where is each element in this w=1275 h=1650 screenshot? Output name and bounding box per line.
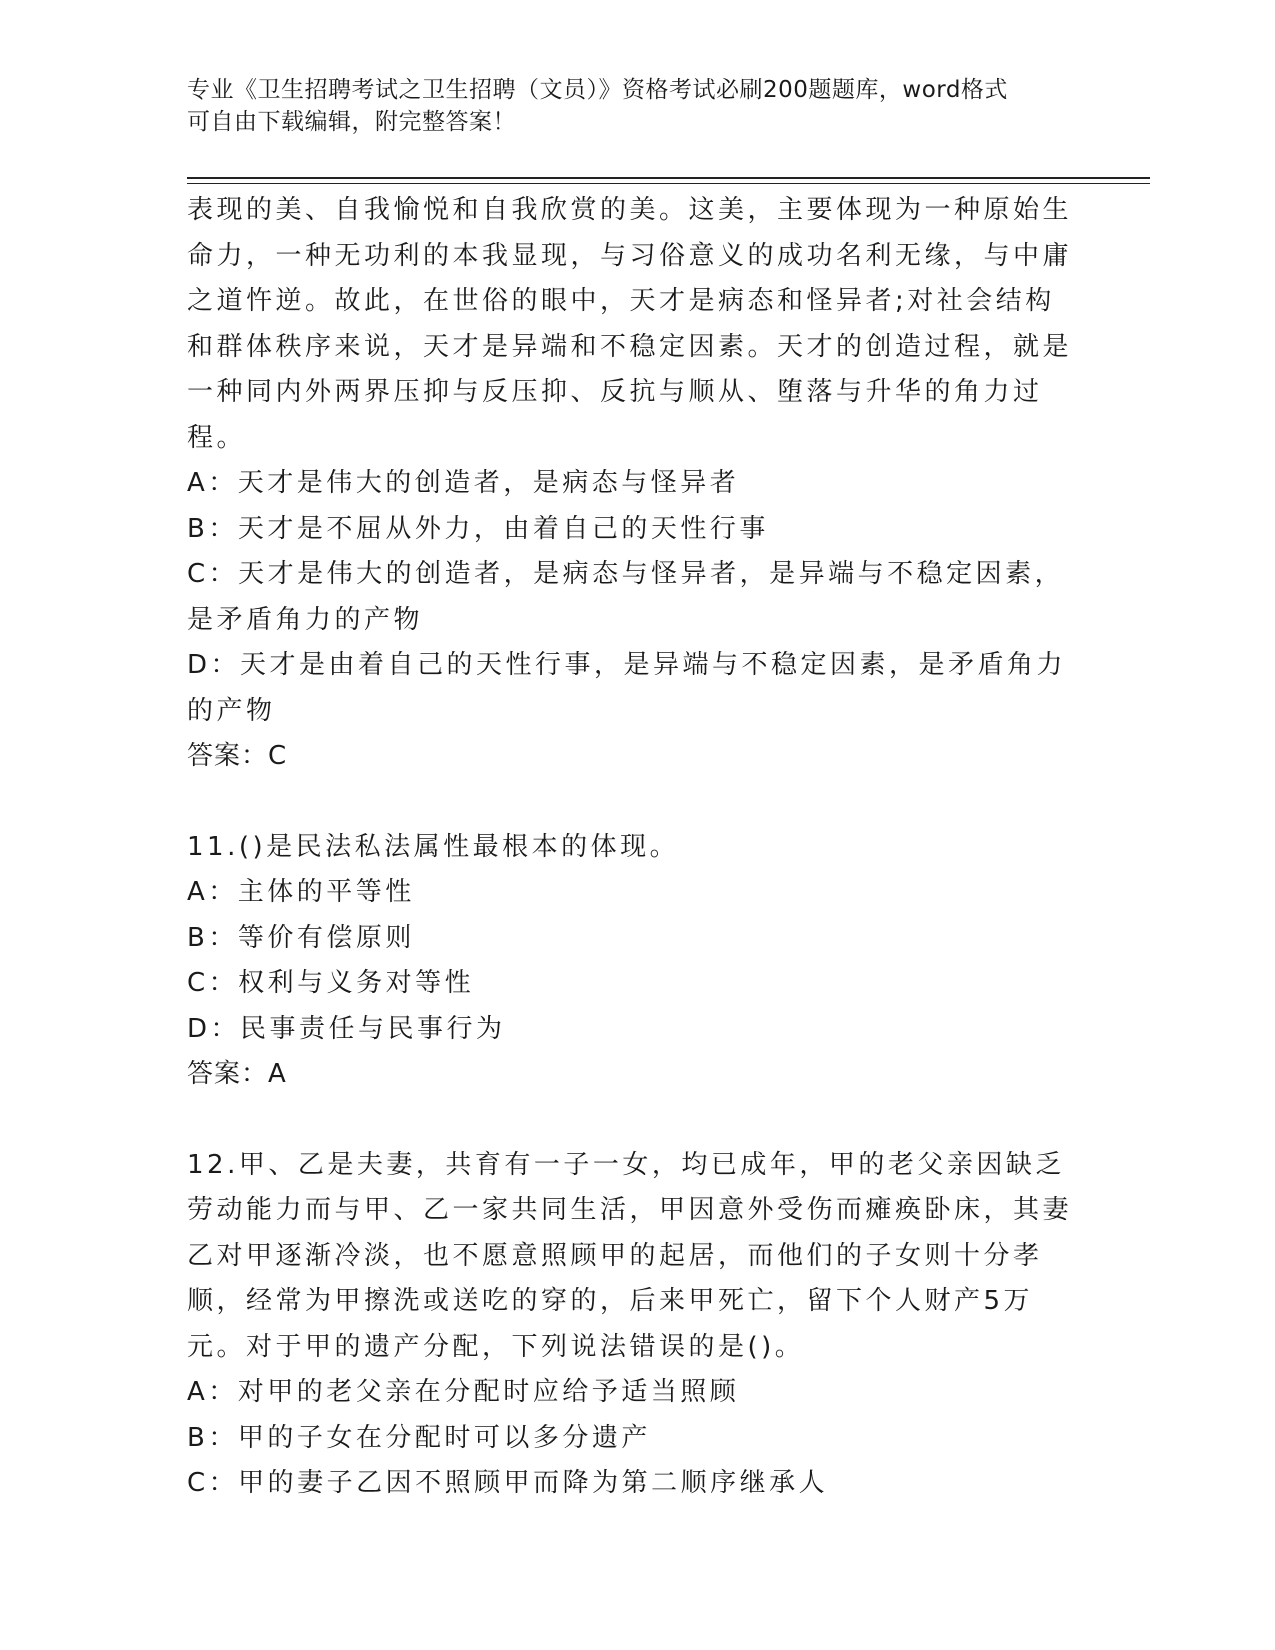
question-stem: 12.甲、乙是夫妻，共育有一子一女，均已成年，甲的老父亲因缺乏劳动能力而与甲、乙一家共同生活，甲因意外受伤而瘫痪卧床，其妻乙对甲逐渐冷淡，也不愿意照顾甲的起居，而他们的子女则十分孝顺，经常为甲擦洗或送吃的穿的，后来甲死亡，留下个人财产5万元。对于甲的遗产分配，下列说法错误的是()。 (187, 1149, 1073, 1362)
question-stem: 11.()是民法私法属性最根本的体现。 (187, 831, 680, 862)
header-divider-thick (187, 177, 1150, 179)
option-c: C：权利与义务对等性 (187, 968, 475, 998)
option-a: A：天才是伟大的创造者，是病态与怪异者 (187, 468, 740, 498)
header-divider-thin (187, 183, 1150, 184)
question-stem: 表现的美、自我愉悦和自我欣赏的美。这美，主要体现为一种原始生命力，一种无功利的本我显现，与习俗意义的成功名利无缘，与中庸之道忤逆。故此，在世俗的眼中，天才是病态和怪异者;对社会结构和群体秩序来说，天才是异端和不稳定因素。天才的创造过程，就是一种同内外两界压抑与反压抑、反抗与顺从、堕落与升华的角力过程。 (187, 195, 1073, 453)
header-title-line-1: 专业《卫生招聘考试之卫生招聘（文员）》资格考试必刷200题题库，word格式 (187, 77, 1008, 103)
question-10 (187, 188, 1072, 780)
question-11 (187, 825, 1072, 1098)
question-12 (187, 1143, 1072, 1507)
question-spacer (187, 780, 1072, 825)
option-b: B：等价有偿原则 (187, 922, 415, 953)
option-d: D：天才是由着自己的天性行事，是异端与不稳定因素，是矛盾角力的产物 (187, 650, 1067, 726)
option-c: C：甲的妻子乙因不照顾甲而降为第二顺序继承人 (187, 1468, 829, 1498)
question-spacer (187, 1098, 1072, 1143)
answer-line: 答案：A (187, 1059, 287, 1089)
option-b: B：天才是不屈从外力，由着自己的天性行事 (187, 513, 769, 544)
option-d: D：民事责任与民事行为 (187, 1013, 506, 1044)
option-a: A：主体的平等性 (187, 877, 415, 907)
page-header (187, 74, 1067, 138)
answer-line: 答案：C (187, 741, 288, 771)
header-title-line-2: 可自由下载编辑，附完整答案！ (187, 109, 516, 135)
option-b: B：甲的子女在分配时可以多分遗产 (187, 1422, 651, 1453)
option-c: C：天才是伟大的创造者，是病态与怪异者，是异端与不稳定因素，是矛盾角力的产物 (187, 559, 1065, 635)
document-body (187, 188, 1072, 1507)
option-a: A：对甲的老父亲在分配时应给予适当照顾 (187, 1377, 740, 1407)
